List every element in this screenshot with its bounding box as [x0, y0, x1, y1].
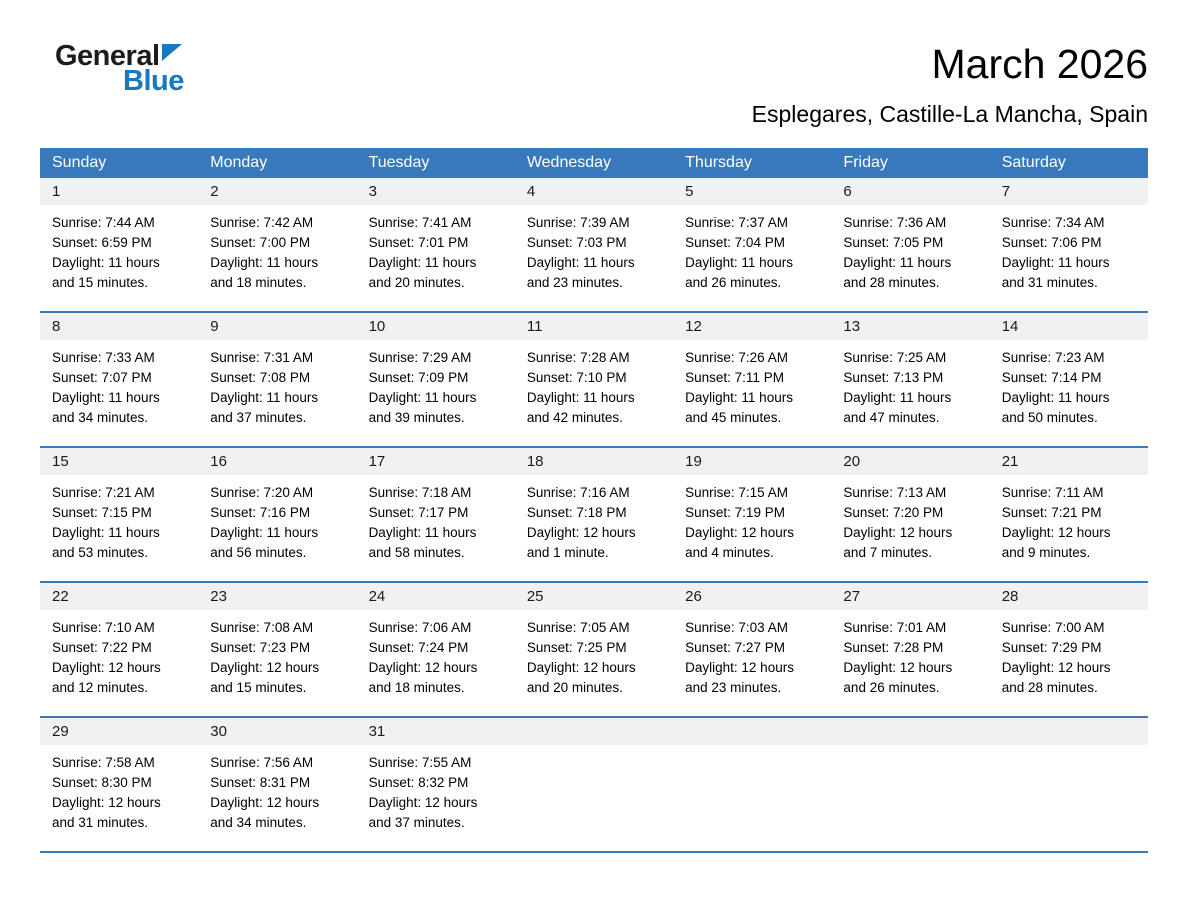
sunset-text: Sunset: 7:27 PM: [685, 640, 785, 656]
sunrise-text: Sunrise: 7:03 AM: [685, 620, 788, 636]
sunset-text: Sunset: 7:18 PM: [526, 505, 627, 521]
day-details: [673, 610, 831, 716]
sunrise-text: Sunrise: 7:00 AM: [1001, 620, 1105, 636]
day-cell-25: [515, 583, 673, 716]
daylight-text-line1: Daylight: 11 hours: [526, 255, 635, 271]
day-details: [990, 205, 1148, 311]
daylight-text-line2: and 34 minutes.: [52, 410, 149, 426]
sunset-text: Sunset: 7:20 PM: [843, 505, 944, 521]
sunrise-text: Sunrise: 7:08 AM: [210, 620, 314, 636]
daylight-text-line1: Daylight: 11 hours: [210, 255, 319, 271]
sunset-text: Sunset: 7:25 PM: [526, 640, 627, 656]
day-cell-empty: [515, 718, 673, 851]
day-details: [40, 205, 198, 311]
day-number: 7: [990, 178, 1148, 205]
sunset-text: Sunset: 8:31 PM: [210, 775, 311, 791]
day-cell-15: [40, 448, 198, 581]
daylight-text-line1: Daylight: 12 hours: [1001, 660, 1111, 676]
sunrise-text: Sunrise: 7:13 AM: [843, 485, 947, 501]
day-number: 3: [357, 178, 515, 205]
sunrise-text: Sunrise: 7:41 AM: [368, 215, 472, 231]
weekday-header-thursday: Thursday: [685, 154, 752, 172]
day-cell-9: [198, 313, 356, 446]
day-cell-17: [357, 448, 515, 581]
day-number: 29: [40, 718, 198, 745]
day-number-empty: [515, 718, 673, 745]
sunset-text: Sunset: 8:30 PM: [52, 775, 152, 791]
sunset-text: Sunset: 7:11 PM: [685, 370, 784, 386]
sunrise-text: Sunrise: 7:21 AM: [52, 485, 155, 501]
daylight-text-line1: Daylight: 12 hours: [210, 660, 320, 676]
day-cell-20: [831, 448, 989, 581]
day-details: [198, 340, 356, 446]
sunset-text: Sunset: 7:09 PM: [368, 370, 469, 386]
daylight-text-line1: Daylight: 11 hours: [210, 525, 319, 541]
daylight-text-line1: Daylight: 11 hours: [210, 390, 319, 406]
day-cell-8: [40, 313, 198, 446]
sunrise-text: Sunrise: 7:25 AM: [843, 350, 947, 366]
day-cell-31: [357, 718, 515, 851]
day-details: [515, 205, 673, 311]
sunrise-text: Sunrise: 7:58 AM: [52, 755, 155, 771]
daylight-text-line1: Daylight: 12 hours: [368, 795, 478, 811]
weekday-header-wednesday: Wednesday: [526, 154, 612, 172]
day-number: 9: [198, 313, 356, 340]
sunrise-text: Sunrise: 7:56 AM: [210, 755, 314, 771]
day-number: 14: [990, 313, 1148, 340]
day-number: 26: [673, 583, 831, 610]
daylight-text-line1: Daylight: 12 hours: [685, 660, 794, 676]
day-cell-13: [831, 313, 989, 446]
daylight-text-line2: and 53 minutes.: [52, 545, 149, 561]
day-number: 22: [40, 583, 198, 610]
day-details: [831, 340, 989, 446]
day-cell-empty: [673, 718, 831, 851]
day-number: 15: [40, 448, 198, 475]
logo-flag-icon: [162, 44, 182, 61]
day-number: 28: [990, 583, 1148, 610]
daylight-text-line2: and 7 minutes.: [843, 545, 932, 561]
daylight-text-line2: and 1 minute.: [526, 545, 609, 561]
day-details: [40, 475, 198, 581]
daylight-text-line1: Daylight: 12 hours: [526, 525, 636, 541]
daylight-text-line2: and 15 minutes.: [210, 680, 307, 696]
day-number: 10: [357, 313, 515, 340]
daylight-text-line2: and 58 minutes.: [368, 545, 465, 561]
day-number-empty: [831, 718, 989, 745]
day-details: [40, 340, 198, 446]
day-number: 6: [831, 178, 989, 205]
daylight-text-line2: and 18 minutes.: [368, 680, 465, 696]
day-number: 1: [40, 178, 198, 205]
calendar-weeks: [40, 178, 1148, 851]
daylight-text-line2: and 34 minutes.: [210, 815, 307, 831]
day-details: [673, 475, 831, 581]
day-cell-19: [673, 448, 831, 581]
daylight-text-line1: Daylight: 11 hours: [368, 525, 477, 541]
day-cell-16: [198, 448, 356, 581]
daylight-text-line2: and 42 minutes.: [526, 410, 623, 426]
week-row-2: [40, 311, 1148, 446]
daylight-text-line1: Daylight: 12 hours: [210, 795, 320, 811]
day-cell-22: [40, 583, 198, 716]
daylight-text-line2: and 4 minutes.: [685, 545, 774, 561]
day-details: [831, 610, 989, 716]
day-details: [831, 205, 989, 311]
sunrise-text: Sunrise: 7:18 AM: [368, 485, 472, 501]
sunset-text: Sunset: 7:10 PM: [526, 370, 627, 386]
daylight-text-line1: Daylight: 12 hours: [52, 795, 161, 811]
sunrise-text: Sunrise: 7:11 AM: [1001, 485, 1104, 501]
sunset-text: Sunset: 8:32 PM: [368, 775, 469, 791]
weekday-header-friday: Friday: [843, 154, 888, 172]
day-details: [673, 340, 831, 446]
calendar: [40, 148, 1148, 853]
week-row-4: [40, 581, 1148, 716]
title-block: [752, 42, 1148, 128]
daylight-text-line1: Daylight: 11 hours: [368, 255, 477, 271]
daylight-text-line2: and 50 minutes.: [1001, 410, 1098, 426]
sunrise-text: Sunrise: 7:26 AM: [685, 350, 788, 366]
weekday-header-saturday: Saturday: [1001, 154, 1066, 172]
day-number: 8: [40, 313, 198, 340]
day-number: 27: [831, 583, 989, 610]
daylight-text-line2: and 20 minutes.: [368, 275, 465, 291]
sunset-text: Sunset: 7:13 PM: [843, 370, 944, 386]
day-details: [515, 745, 673, 771]
weekday-header-row: [40, 148, 1148, 178]
sunrise-text: Sunrise: 7:06 AM: [368, 620, 472, 636]
sunset-text: Sunset: 7:05 PM: [843, 235, 944, 251]
sunset-text: Sunset: 7:00 PM: [210, 235, 311, 251]
day-details: [357, 340, 515, 446]
day-number: 31: [357, 718, 515, 745]
daylight-text-line2: and 37 minutes.: [368, 815, 465, 831]
daylight-text-line1: Daylight: 12 hours: [843, 660, 953, 676]
week-row-5: [40, 716, 1148, 851]
day-cell-23: [198, 583, 356, 716]
sunset-text: Sunset: 7:04 PM: [685, 235, 785, 251]
daylight-text-line1: Daylight: 11 hours: [843, 390, 952, 406]
daylight-text-line1: Daylight: 11 hours: [52, 390, 160, 406]
day-details: [198, 205, 356, 311]
day-details: [40, 610, 198, 716]
day-number: 19: [673, 448, 831, 475]
page-header: [0, 0, 1188, 128]
logo-text-general: General: [55, 40, 160, 72]
day-number: 17: [357, 448, 515, 475]
day-cell-10: [357, 313, 515, 446]
sunset-text: Sunset: 7:28 PM: [843, 640, 944, 656]
sunset-text: Sunset: 7:17 PM: [368, 505, 469, 521]
sunrise-text: Sunrise: 7:05 AM: [526, 620, 630, 636]
day-cell-7: [990, 178, 1148, 311]
day-details: [673, 205, 831, 311]
week-row-3: [40, 446, 1148, 581]
daylight-text-line1: Daylight: 11 hours: [368, 390, 477, 406]
daylight-text-line1: Daylight: 11 hours: [526, 390, 635, 406]
daylight-text-line1: Daylight: 11 hours: [1001, 390, 1110, 406]
daylight-text-line2: and 26 minutes.: [843, 680, 940, 696]
daylight-text-line2: and 12 minutes.: [52, 680, 149, 696]
sunset-text: Sunset: 7:08 PM: [210, 370, 311, 386]
day-cell-24: [357, 583, 515, 716]
day-cell-18: [515, 448, 673, 581]
daylight-text-line2: and 23 minutes.: [526, 275, 623, 291]
day-cell-11: [515, 313, 673, 446]
day-cell-29: [40, 718, 198, 851]
daylight-text-line2: and 15 minutes.: [52, 275, 149, 291]
day-cell-1: [40, 178, 198, 311]
day-details: [990, 475, 1148, 581]
day-details: [831, 745, 989, 771]
sunset-text: Sunset: 7:24 PM: [368, 640, 469, 656]
day-number: 13: [831, 313, 989, 340]
daylight-text-line1: Daylight: 11 hours: [52, 525, 160, 541]
day-cell-28: [990, 583, 1148, 716]
logo-text-blue: Blue: [123, 65, 184, 97]
sunrise-text: Sunrise: 7:01 AM: [843, 620, 947, 636]
day-number: 12: [673, 313, 831, 340]
day-details: [515, 340, 673, 446]
day-number: 20: [831, 448, 989, 475]
daylight-text-line2: and 31 minutes.: [52, 815, 149, 831]
day-cell-empty: [831, 718, 989, 851]
day-number: 2: [198, 178, 356, 205]
daylight-text-line2: and 9 minutes.: [1001, 545, 1091, 561]
day-details: [673, 745, 831, 771]
day-number: 4: [515, 178, 673, 205]
weekday-header-monday: Monday: [210, 154, 268, 172]
daylight-text-line2: and 39 minutes.: [368, 410, 465, 426]
day-details: [831, 475, 989, 581]
day-cell-30: [198, 718, 356, 851]
day-number: 23: [198, 583, 356, 610]
day-cell-3: [357, 178, 515, 311]
day-cell-27: [831, 583, 989, 716]
day-number: 11: [515, 313, 673, 340]
day-details: [40, 745, 198, 851]
sunrise-text: Sunrise: 7:28 AM: [526, 350, 630, 366]
daylight-text-line2: and 18 minutes.: [210, 275, 307, 291]
day-number: 5: [673, 178, 831, 205]
daylight-text-line2: and 47 minutes.: [843, 410, 940, 426]
daylight-text-line1: Daylight: 12 hours: [368, 660, 478, 676]
page-title: March 2026: [931, 41, 1148, 87]
weekday-header-sunday: Sunday: [52, 154, 107, 172]
day-details: [357, 205, 515, 311]
sunrise-text: Sunrise: 7:55 AM: [368, 755, 472, 771]
day-number-empty: [990, 718, 1148, 745]
day-details: [198, 475, 356, 581]
week-row-1: [40, 178, 1148, 311]
sunset-text: Sunset: 7:06 PM: [1001, 235, 1102, 251]
day-cell-21: [990, 448, 1148, 581]
day-number: 25: [515, 583, 673, 610]
day-cell-6: [831, 178, 989, 311]
sunrise-text: Sunrise: 7:20 AM: [210, 485, 314, 501]
day-details: [198, 745, 356, 851]
sunrise-text: Sunrise: 7:37 AM: [685, 215, 788, 231]
sunrise-text: Sunrise: 7:16 AM: [526, 485, 630, 501]
sunset-text: Sunset: 7:29 PM: [1001, 640, 1102, 656]
daylight-text-line1: Daylight: 11 hours: [1001, 255, 1110, 271]
daylight-text-line1: Daylight: 12 hours: [52, 660, 161, 676]
daylight-text-line2: and 37 minutes.: [210, 410, 307, 426]
weekday-header-tuesday: Tuesday: [368, 154, 430, 172]
sunrise-text: Sunrise: 7:29 AM: [368, 350, 472, 366]
daylight-text-line2: and 23 minutes.: [685, 680, 782, 696]
daylight-text-line1: Daylight: 11 hours: [52, 255, 160, 271]
day-details: [357, 610, 515, 716]
sunrise-text: Sunrise: 7:23 AM: [1001, 350, 1105, 366]
daylight-text-line2: and 28 minutes.: [843, 275, 940, 291]
day-cell-5: [673, 178, 831, 311]
day-details: [357, 475, 515, 581]
general-blue-logo: [55, 42, 184, 96]
day-details: [990, 340, 1148, 446]
day-cell-14: [990, 313, 1148, 446]
page-subtitle: Esplegares, Castille-La Mancha, Spain: [751, 101, 1148, 128]
day-details: [357, 745, 515, 851]
sunrise-text: Sunrise: 7:36 AM: [843, 215, 947, 231]
day-details: [198, 610, 356, 716]
sunrise-text: Sunrise: 7:42 AM: [210, 215, 314, 231]
day-cell-2: [198, 178, 356, 311]
day-cell-12: [673, 313, 831, 446]
day-number: 16: [198, 448, 356, 475]
sunset-text: Sunset: 6:59 PM: [52, 235, 152, 251]
day-details: [990, 745, 1148, 771]
day-number: 24: [357, 583, 515, 610]
sunrise-text: Sunrise: 7:15 AM: [685, 485, 788, 501]
day-number: 30: [198, 718, 356, 745]
day-cell-4: [515, 178, 673, 311]
daylight-text-line2: and 28 minutes.: [1001, 680, 1098, 696]
daylight-text-line1: Daylight: 12 hours: [1001, 525, 1111, 541]
daylight-text-line1: Daylight: 12 hours: [685, 525, 794, 541]
day-number-empty: [673, 718, 831, 745]
daylight-text-line1: Daylight: 11 hours: [843, 255, 952, 271]
daylight-text-line1: Daylight: 12 hours: [526, 660, 636, 676]
daylight-text-line1: Daylight: 11 hours: [685, 255, 793, 271]
daylight-text-line1: Daylight: 11 hours: [685, 390, 793, 406]
sunset-text: Sunset: 7:03 PM: [526, 235, 627, 251]
sunset-text: Sunset: 7:23 PM: [210, 640, 311, 656]
day-details: [515, 475, 673, 581]
sunset-text: Sunset: 7:14 PM: [1001, 370, 1102, 386]
daylight-text-line2: and 20 minutes.: [526, 680, 623, 696]
sunrise-text: Sunrise: 7:44 AM: [52, 215, 155, 231]
sunrise-text: Sunrise: 7:39 AM: [526, 215, 630, 231]
day-cell-26: [673, 583, 831, 716]
daylight-text-line2: and 31 minutes.: [1001, 275, 1098, 291]
sunset-text: Sunset: 7:15 PM: [52, 505, 152, 521]
sunrise-text: Sunrise: 7:33 AM: [52, 350, 155, 366]
sunset-text: Sunset: 7:22 PM: [52, 640, 152, 656]
daylight-text-line2: and 26 minutes.: [685, 275, 782, 291]
day-cell-empty: [990, 718, 1148, 851]
sunset-text: Sunset: 7:19 PM: [685, 505, 785, 521]
day-details: [990, 610, 1148, 716]
daylight-text-line1: Daylight: 12 hours: [843, 525, 953, 541]
sunrise-text: Sunrise: 7:10 AM: [52, 620, 155, 636]
sunrise-text: Sunrise: 7:31 AM: [210, 350, 314, 366]
sunset-text: Sunset: 7:07 PM: [52, 370, 152, 386]
sunset-text: Sunset: 7:16 PM: [210, 505, 311, 521]
day-number: 21: [990, 448, 1148, 475]
daylight-text-line2: and 45 minutes.: [685, 410, 782, 426]
day-number: 18: [515, 448, 673, 475]
day-details: [515, 610, 673, 716]
daylight-text-line2: and 56 minutes.: [210, 545, 307, 561]
sunset-text: Sunset: 7:01 PM: [368, 235, 469, 251]
sunrise-text: Sunrise: 7:34 AM: [1001, 215, 1105, 231]
sunset-text: Sunset: 7:21 PM: [1001, 505, 1102, 521]
